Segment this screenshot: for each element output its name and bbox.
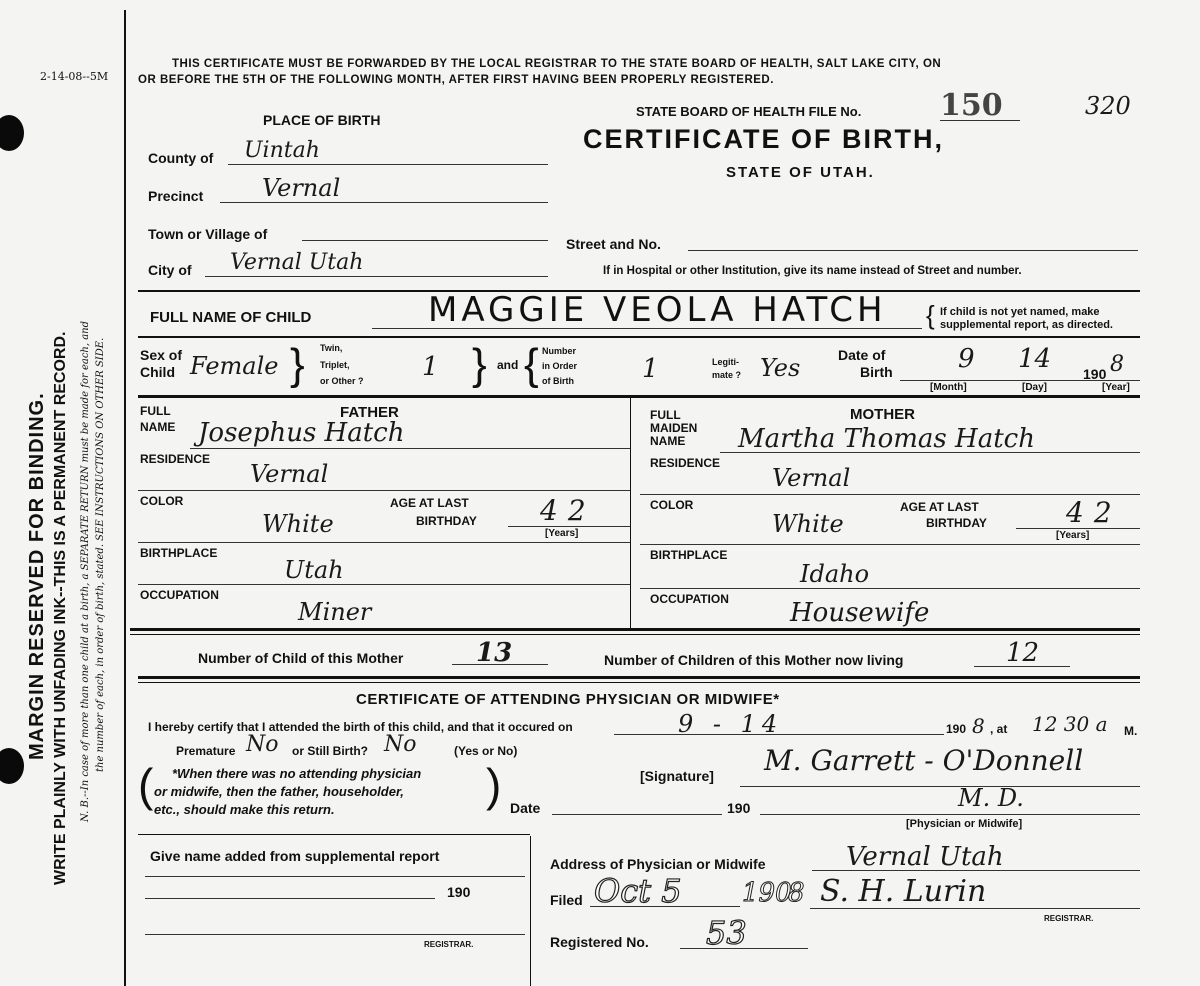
- physician-caption: [Physician or Midwife]: [906, 818, 1023, 830]
- parents-divider: [630, 398, 631, 630]
- signature-md: M. D.: [958, 784, 1024, 812]
- physician-at-label: , at: [990, 722, 1008, 736]
- mother-age-value[interactable]: 42: [1066, 496, 1122, 529]
- file-number: 150: [940, 88, 1003, 123]
- form-code: 2-14-08--5M: [40, 70, 109, 83]
- date-label: Date: [510, 800, 541, 816]
- sex-label-2: Child: [140, 364, 175, 380]
- mother-birthplace-label: BIRTHPLACE: [650, 548, 728, 562]
- physician-time[interactable]: 12 30 a: [1032, 712, 1108, 736]
- rule-above-sex: [138, 336, 1140, 338]
- signature-line: [740, 786, 1140, 787]
- margin-border: [124, 10, 126, 986]
- order-label-2: in Order: [542, 361, 578, 371]
- name-note-1: If child is not yet named, make: [940, 306, 1100, 318]
- father-years-caption: [Years]: [545, 528, 579, 539]
- mother-residence-label: RESIDENCE: [650, 456, 721, 470]
- father-name-value[interactable]: Josephus Hatch: [198, 418, 405, 448]
- mother-name-label-2: MAIDEN: [650, 421, 698, 435]
- hospital-note: If in Hospital or other Institution, give its name instead of Street and number.: [603, 265, 1022, 277]
- father-name-label-2: NAME: [140, 420, 176, 434]
- sex-label-1: Sex of: [140, 347, 183, 363]
- father-heading: FATHER: [340, 404, 399, 421]
- child-number-label: Number of Child of this Mother: [198, 650, 404, 666]
- mother-residence-line: [640, 494, 1140, 495]
- stillbirth-value[interactable]: No: [384, 732, 417, 757]
- order-label-1: Number: [542, 346, 577, 356]
- father-residence-value[interactable]: Vernal: [250, 460, 329, 488]
- supplemental-line-1[interactable]: [145, 876, 525, 877]
- city-line: [205, 276, 548, 277]
- physician-date[interactable]: 9 - 14: [678, 710, 784, 738]
- child-number-value[interactable]: 13: [476, 638, 513, 668]
- precinct-value[interactable]: Vernal: [262, 174, 341, 202]
- rule-above-physician-thin: [138, 682, 1140, 683]
- dob-year-prefix: 190: [1083, 366, 1107, 382]
- supplemental-line-2[interactable]: [145, 898, 435, 899]
- year-caption: [Year]: [1102, 382, 1130, 393]
- twin-value[interactable]: 1: [422, 352, 439, 382]
- county-value[interactable]: Uintah: [244, 138, 320, 163]
- father-age-line: [508, 526, 630, 527]
- county-label: County of: [148, 150, 214, 166]
- filed-year-prefix: 190: [742, 878, 792, 908]
- mother-birthplace-line: [640, 588, 1140, 589]
- child-number-line: [452, 664, 548, 665]
- physician-date-line: [614, 734, 944, 735]
- bottom-divider: [530, 836, 531, 986]
- registrar-signature-line: [810, 908, 1140, 909]
- father-color-label: COLOR: [140, 494, 184, 508]
- mother-age-label-1: AGE AT LAST: [900, 500, 979, 514]
- physician-heading: CERTIFICATE OF ATTENDING PHYSICIAN OR MIDWIFE*: [356, 691, 780, 708]
- physician-note-1: *When there was no attending physician: [172, 766, 422, 781]
- rule-above-parents: [138, 395, 1140, 398]
- file-number-label: STATE BOARD OF HEALTH FILE No.: [636, 104, 862, 119]
- street-line[interactable]: [688, 250, 1138, 251]
- mother-color-label: COLOR: [650, 498, 694, 512]
- supplemental-registrar-line[interactable]: [145, 934, 525, 935]
- certificate-title: CERTIFICATE OF BIRTH,: [583, 124, 944, 154]
- date-year-prefix: 190: [727, 800, 751, 816]
- father-occupation-label: OCCUPATION: [140, 588, 219, 602]
- father-birthplace-line: [138, 584, 630, 585]
- child-name-value[interactable]: MAGGIE VEOLA HATCH: [428, 290, 887, 330]
- legit-label-2: mate ?: [712, 370, 742, 380]
- file-number-annotation: 320: [1085, 92, 1131, 120]
- name-note-brace: {: [926, 300, 935, 330]
- physician-year-prefix: 190: [946, 722, 967, 736]
- mother-color-line: [640, 544, 1140, 545]
- order-label-3: of Birth: [542, 376, 574, 386]
- father-name-label-1: FULL: [140, 404, 171, 418]
- and-label: and: [497, 358, 519, 372]
- street-label: Street and No.: [566, 236, 661, 252]
- address-value[interactable]: Vernal Utah: [846, 842, 1004, 872]
- state-label: STATE OF UTAH.: [726, 164, 875, 181]
- legit-value[interactable]: Yes: [760, 354, 801, 382]
- sex-value[interactable]: Female: [190, 352, 279, 380]
- town-label: Town or Village of: [148, 226, 268, 242]
- mother-heading: MOTHER: [850, 406, 915, 423]
- physician-note-3: etc., should make this return.: [154, 802, 335, 817]
- physician-m-label: M.: [1124, 724, 1138, 738]
- name-note-2: supplemental report, as directed.: [940, 319, 1113, 331]
- children-living-line: [974, 666, 1070, 667]
- father-age-value[interactable]: 42: [540, 494, 596, 527]
- rule-above-children-thin: [130, 634, 1140, 635]
- children-living-value[interactable]: 12: [1006, 638, 1040, 668]
- order-value[interactable]: 1: [642, 354, 659, 384]
- mother-residence-value[interactable]: Vernal: [772, 464, 851, 492]
- dob-line: [900, 380, 1140, 381]
- child-name-line: [372, 328, 922, 329]
- registrar-signature[interactable]: S. H. Lurin: [820, 874, 987, 909]
- nb-note-line1: N. B.--In case of more than one child at a birth, a SEPARATE RETURN must be made for each, and: [80, 320, 91, 822]
- father-color-line: [138, 542, 630, 543]
- twin-label-1: Twin,: [320, 343, 343, 353]
- filed-label: Filed: [550, 892, 583, 908]
- legit-label-1: Legiti-: [712, 357, 739, 367]
- twin-label-2: Triplet,: [320, 360, 350, 370]
- county-line: [228, 164, 548, 165]
- day-caption: [Day]: [1022, 382, 1048, 393]
- date-line[interactable]: [552, 814, 722, 815]
- twin-brace: }: [472, 340, 487, 389]
- supplemental-heading: Give name added from supplemental report: [150, 848, 440, 864]
- dob-year-suffix[interactable]: 8: [1110, 352, 1124, 377]
- precinct-line: [220, 202, 548, 203]
- address-label: Address of Physician or Midwife: [550, 856, 766, 872]
- stillbirth-label: or Still Birth?: [292, 744, 368, 758]
- month-caption: [Month]: [930, 382, 967, 393]
- registered-line: [680, 948, 808, 949]
- nb-note-line2: the number of each, in order of birth, stated. SEE INSTRUCTIONS ON OTHER SIDE.: [95, 337, 106, 772]
- dob-day[interactable]: 14: [1018, 344, 1052, 374]
- rule-above-physician: [138, 676, 1140, 679]
- supplemental-registrar-caption: REGISTRAR.: [424, 940, 474, 949]
- physician-certify-text: I hereby certify that I attended the birth of this child, and that it occured on: [148, 720, 573, 734]
- address-line: [812, 870, 1140, 871]
- father-birthplace-value[interactable]: Utah: [284, 556, 344, 584]
- signature-label: [Signature]: [640, 768, 714, 784]
- file-number-line: [940, 120, 1020, 121]
- mother-occupation-label: OCCUPATION: [650, 592, 729, 606]
- father-name-line: [190, 448, 630, 449]
- physician-note-2: or midwife, then the father, householder,: [154, 784, 404, 799]
- filed-year-suffix: 8: [788, 878, 805, 908]
- premature-label: Premature: [176, 744, 236, 758]
- father-residence-line: [138, 490, 630, 491]
- rule-above-children: [130, 628, 1140, 631]
- order-brace: {: [524, 340, 539, 389]
- date-line-2: [760, 814, 1140, 815]
- dob-label-2: Birth: [860, 364, 893, 380]
- city-label: City of: [148, 262, 192, 278]
- rule-supplemental: [138, 834, 530, 835]
- yes-no-caption: (Yes or No): [454, 744, 518, 758]
- mother-age-label-2: BIRTHDAY: [926, 516, 987, 530]
- signature-value[interactable]: M. Garrett - O'Donnell: [764, 744, 1084, 777]
- mother-name-label-1: FULL: [650, 408, 681, 422]
- mother-color-value[interactable]: White: [772, 510, 844, 538]
- registrar-caption: REGISTRAR.: [1044, 914, 1094, 923]
- mother-age-line: [1016, 528, 1140, 529]
- mother-birthplace-value[interactable]: Idaho: [800, 560, 870, 588]
- mother-years-caption: [Years]: [1056, 530, 1090, 541]
- father-age-label-1: AGE AT LAST: [390, 496, 469, 510]
- registered-number[interactable]: 53: [706, 914, 747, 952]
- header-instructions-1: THIS CERTIFICATE MUST BE FORWARDED BY THE LOCAL REGISTRAR TO THE STATE BOARD OF HEALTH, SALT LAKE CITY, ON: [172, 58, 942, 70]
- twin-label-3: or Other ?: [320, 376, 364, 386]
- place-of-birth-heading: PLACE OF BIRTH: [263, 112, 381, 128]
- supplemental-year: 190: [447, 884, 471, 900]
- mother-name-label-3: NAME: [650, 434, 686, 448]
- city-value[interactable]: Vernal Utah: [230, 250, 364, 275]
- note-brace-left: (: [138, 759, 154, 811]
- mother-occupation-value[interactable]: Housewife: [790, 598, 930, 628]
- header-instructions-2: OR BEFORE THE 5TH OF THE FOLLOWING MONTH, AFTER FIRST HAVING BEEN PROPERLY REGISTERED.: [138, 74, 774, 86]
- physician-year-suffix[interactable]: 8: [972, 714, 985, 738]
- precinct-label: Precinct: [148, 188, 204, 204]
- children-living-label: Number of Children of this Mother now living: [604, 652, 904, 668]
- binding-margin-label: MARGIN RESERVED FOR BINDING.: [26, 392, 48, 760]
- binding-hole-top: [0, 115, 24, 151]
- father-birthplace-label: BIRTHPLACE: [140, 546, 218, 560]
- dob-label-1: Date of: [838, 347, 886, 363]
- father-age-label-2: BIRTHDAY: [416, 514, 477, 528]
- mother-name-line: [720, 452, 1140, 453]
- filed-date[interactable]: Oct 5: [594, 872, 682, 910]
- child-name-label: FULL NAME OF CHILD: [150, 309, 312, 326]
- binding-hole-bottom: [0, 748, 24, 784]
- father-residence-label: RESIDENCE: [140, 452, 211, 466]
- premature-value[interactable]: No: [246, 732, 279, 757]
- permanent-record-notice: WRITE PLAINLY WITH UNFADING INK--THIS IS A PERMANENT RECORD.: [52, 331, 69, 885]
- father-color-value[interactable]: White: [262, 510, 334, 538]
- note-brace-right: ): [486, 759, 502, 811]
- mother-name-value[interactable]: Martha Thomas Hatch: [738, 424, 1035, 454]
- sex-brace: }: [290, 340, 305, 389]
- father-occupation-value[interactable]: Miner: [298, 598, 372, 626]
- dob-month[interactable]: 9: [958, 344, 975, 374]
- town-line[interactable]: [302, 240, 548, 241]
- filed-line: [590, 906, 740, 907]
- registered-label: Registered No.: [550, 934, 649, 950]
